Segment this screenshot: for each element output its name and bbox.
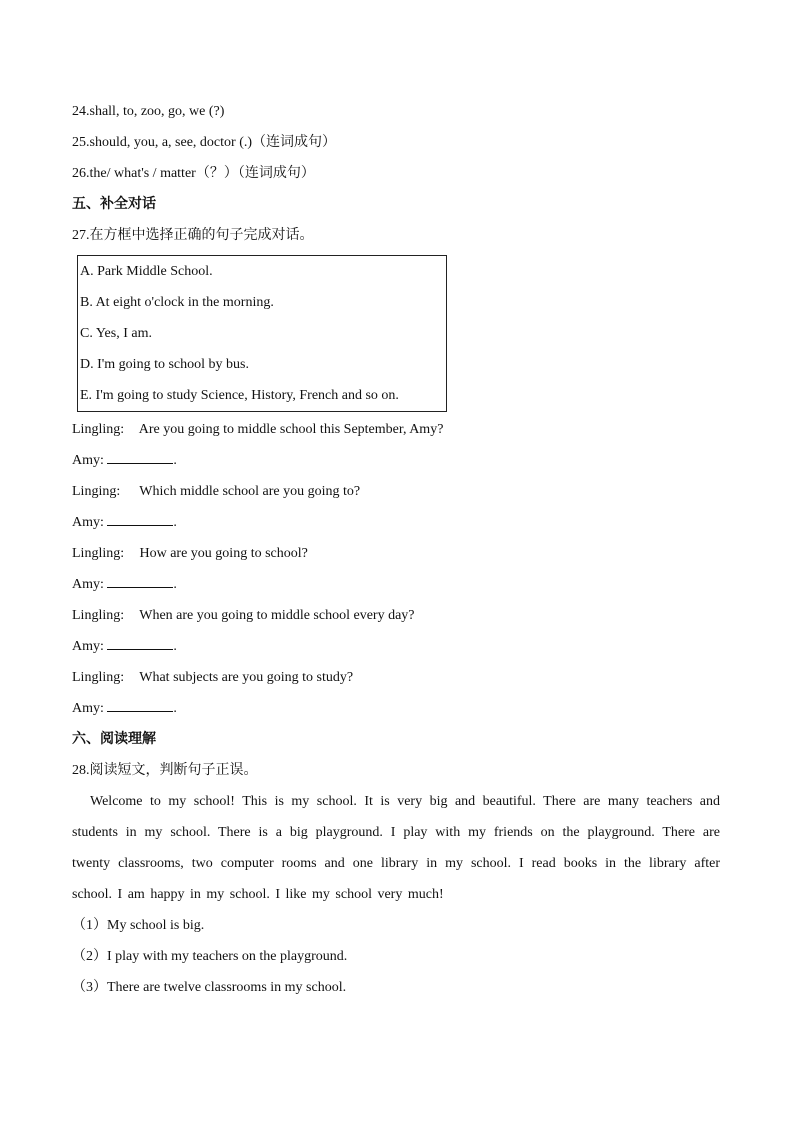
utterance: Are you going to middle school this September, Amy? — [138, 422, 444, 437]
speaker: Lingling: — [72, 422, 125, 437]
utterance: . — [173, 639, 177, 654]
option-a: A. Park Middle School. — [80, 264, 213, 279]
question-27-instruction: 27.在方框中选择正确的句子完成对话。 — [72, 228, 314, 243]
utterance: When are you going to middle school every day? — [139, 608, 415, 623]
option-e: E. I'm going to study Science, History, French and so on. — [80, 388, 399, 403]
answer-blank[interactable] — [107, 697, 173, 712]
dialogue-line-2 — [72, 445, 722, 476]
question-28-instruction: 28.阅读短文，判断句子正误。 — [72, 763, 258, 778]
statement-2: （2）I play with my teachers on the playground. — [72, 949, 348, 964]
speaker: Lingling: — [72, 608, 125, 623]
question-24: 24.shall, to, zoo, go, we (?) — [72, 104, 225, 119]
speaker: Linging: — [72, 484, 121, 499]
utterance: . — [173, 701, 177, 716]
dialogue-line-1 — [72, 414, 722, 445]
dialogue-line-7 — [72, 600, 722, 631]
dialogue-line-10 — [72, 693, 722, 724]
utterance: . — [173, 453, 177, 468]
utterance: Which middle school are you going to? — [139, 484, 361, 499]
utterance: . — [173, 515, 177, 530]
option-c: C. Yes, I am. — [80, 326, 152, 341]
statement-1: （1）My school is big. — [72, 918, 205, 933]
answer-blank[interactable] — [107, 635, 173, 650]
dialogue-line-6 — [72, 569, 722, 600]
utterance: . — [173, 577, 177, 592]
dialogue-line-5 — [72, 538, 722, 569]
question-25: 25.should, you, a, see, doctor (.)（连词成句） — [72, 135, 337, 150]
dialogue-line-9 — [72, 662, 722, 693]
answer-blank[interactable] — [107, 573, 173, 588]
speaker: Lingling: — [72, 546, 125, 561]
speaker: Amy: — [72, 577, 104, 592]
answer-blank[interactable] — [107, 449, 173, 464]
dialogue — [72, 414, 722, 724]
reading-passage — [72, 786, 720, 910]
speaker: Amy: — [72, 515, 104, 530]
section-5-heading: 五、补全对话 — [72, 196, 156, 212]
answer-blank[interactable] — [107, 511, 173, 526]
speaker: Lingling: — [72, 670, 125, 685]
options-box — [77, 255, 447, 412]
worksheet-page — [72, 96, 722, 1003]
speaker: Amy: — [72, 639, 104, 654]
passage-text: Welcome to my school! This is my school. It is very big and beautiful. There are many teachers and students in my school. There is a big playground. I play with my friends on the playground. There are twenty classrooms, two computer rooms and one library in my school. I read books in the library after school. I am happy in my school. I like my school very much! — [72, 794, 720, 902]
question-26: 26.the/ what's / matter（？）（连词成句） — [72, 166, 315, 181]
dialogue-line-3 — [72, 476, 722, 507]
speaker: Amy: — [72, 453, 104, 468]
option-b: B. At eight o'clock in the morning. — [80, 295, 274, 310]
statement-3: （3）There are twelve classrooms in my school. — [72, 980, 347, 995]
dialogue-line-4 — [72, 507, 722, 538]
speaker: Amy: — [72, 701, 104, 716]
utterance: How are you going to school? — [139, 546, 308, 561]
dialogue-line-8 — [72, 631, 722, 662]
section-6-heading: 六、阅读理解 — [72, 731, 156, 747]
option-d: D. I'm going to school by bus. — [80, 357, 249, 372]
utterance: What subjects are you going to study? — [139, 670, 354, 685]
